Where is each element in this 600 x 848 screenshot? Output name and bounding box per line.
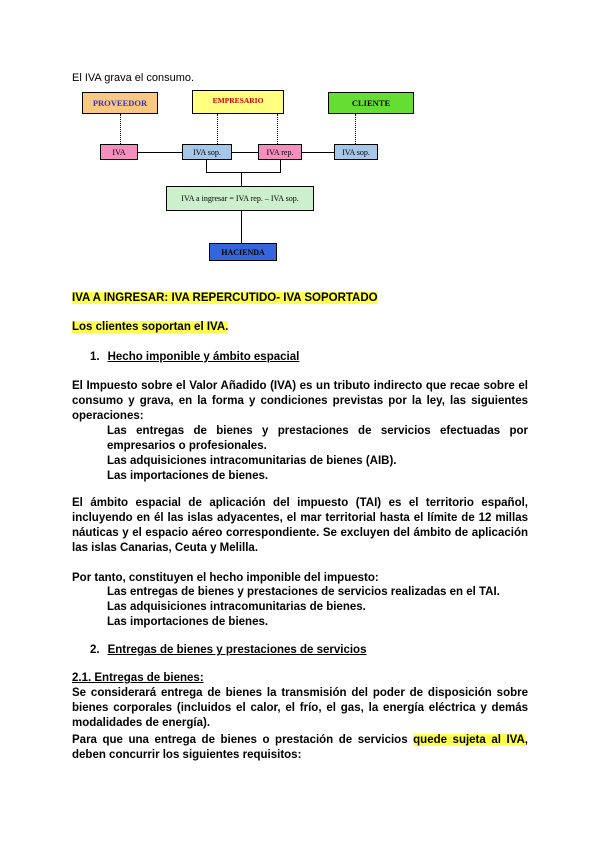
subsection-2-1: 2.1. Entregas de bienes: (72, 672, 204, 684)
list-item: Las entregas de bienes y prestaciones de servicios realizadas en el TAI. (107, 586, 500, 598)
connector (138, 152, 182, 153)
section-title: Entregas de bienes y prestaciones de servicios (107, 644, 367, 656)
connector (217, 114, 218, 144)
clients-line-text: Los clientes soportan el IVA. (72, 321, 229, 333)
section-number: 1. (90, 351, 100, 363)
clients-line (72, 321, 228, 333)
list-item: Las importaciones de bienes. (107, 616, 269, 628)
list-item: Las adquisiciones intracomunitarias de bienes. (107, 601, 366, 613)
list-item: Las entregas de bienes y prestaciones de servicios efectuadas por empresarios o profesionales. (107, 425, 528, 452)
connector (277, 114, 278, 144)
empresario-box: EMPRESARIO (192, 90, 284, 114)
proveedor-box: PROVEEDOR (82, 92, 158, 114)
cliente-box: CLIENTE (328, 92, 414, 114)
intro-text: El IVA grava el consumo. (72, 72, 195, 84)
para5-before: Para que una entrega de bienes o prestación de servicios (72, 734, 414, 746)
headline (72, 292, 378, 304)
paragraph-2: El ámbito espacial de aplicación del impuesto (TAI) es el territorio español, incluyendo en él las islas adyacentes, el mar territorial hasta el límite de 12 millas náuticas y el espacio aéreo correspondiente. Se excluyen del ámbito de aplicación las islas Canarias, Ceuta y Melilla. (72, 497, 528, 554)
list-item: Las adquisiciones intracomunitarias de bienes (AIB). (107, 455, 397, 467)
section-number: 2. (90, 644, 100, 656)
connector (355, 114, 356, 144)
list-1 (107, 424, 528, 484)
iva-box: IVA (100, 144, 138, 160)
iva-sop-box-2: IVA sop. (334, 144, 378, 160)
paragraph-4: Se considerará entrega de bienes la transmisión del poder de disposición sobre bienes corporales (incluidos el calor, el frío, el gas, la energía eléctrica y demás modalidades de energía). (72, 687, 528, 729)
hacienda-box: HACIENDA (209, 243, 277, 261)
iva-sop-box: IVA sop. (182, 144, 232, 160)
connector (206, 160, 207, 172)
connector (232, 152, 258, 153)
formula-box: IVA a ingresar = IVA rep. – IVA sop. (166, 186, 314, 211)
connector (302, 152, 334, 153)
paragraph-1: El Impuesto sobre el Valor Añadido (IVA) es un tributo indirecto que recae sobre el consumo y grava, en la forma y condiciones previstas por la ley, las siguientes operaciones: (72, 380, 528, 422)
section-1-heading (90, 351, 299, 363)
paragraph-5 (72, 733, 528, 763)
paragraph-3: Por tanto, constituyen el hecho imponible del impuesto: (72, 572, 379, 584)
iva-rep-box: IVA rep. (258, 144, 302, 160)
section-2-heading (90, 644, 366, 656)
connector (206, 172, 281, 173)
list-item: Las importaciones de bienes. (107, 470, 269, 482)
section-title: Hecho imponible y ámbito espacial (107, 351, 300, 363)
connector (120, 114, 121, 144)
headline-text: IVA A INGRESAR: IVA REPERCUTIDO- IVA SOPORTADO (72, 292, 378, 304)
connector (241, 211, 242, 243)
para5-highlight: quede sujeta al IVA (413, 734, 525, 746)
list-2 (107, 585, 528, 630)
connector (280, 160, 281, 172)
para5-after: , deben concurrir los siguientes requisitos: (72, 734, 528, 761)
connector (241, 172, 242, 186)
